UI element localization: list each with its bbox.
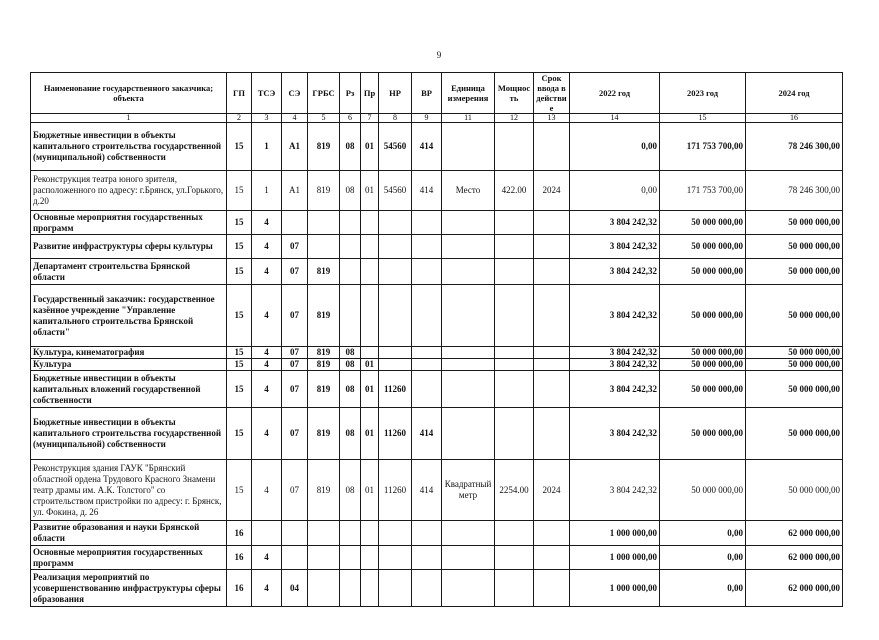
cell-commission-year xyxy=(534,235,570,259)
cell-rz: 08 xyxy=(340,460,361,521)
cell-amount-2022: 3 804 242,32 xyxy=(570,347,660,359)
cell-vr xyxy=(412,570,442,607)
column-number-amount-2023: 15 xyxy=(660,114,746,123)
cell-commission-year xyxy=(534,259,570,285)
cell-tse: 4 xyxy=(252,359,282,371)
cell-amount-2023: 50 000 000,00 xyxy=(660,211,746,235)
cell-amount-2022: 3 804 242,32 xyxy=(570,371,660,408)
cell-se: 07 xyxy=(282,235,308,259)
cell-nr xyxy=(379,359,412,371)
cell-pr xyxy=(361,211,379,235)
cell-gp: 15 xyxy=(227,259,252,285)
cell-capacity xyxy=(495,546,534,570)
cell-grbs: 819 xyxy=(308,123,340,171)
cell-se: 07 xyxy=(282,408,308,460)
cell-tse: 1 xyxy=(252,123,282,171)
cell-unit xyxy=(442,371,495,408)
cell-amount-2022: 0,00 xyxy=(570,171,660,211)
cell-vr xyxy=(412,259,442,285)
cell-commission-year xyxy=(534,347,570,359)
header-amount-2023: 2023 год xyxy=(660,73,746,114)
cell-name: Развитие образования и науки Брянской области xyxy=(31,521,227,546)
cell-amount-2024: 50 000 000,00 xyxy=(746,408,843,460)
column-number-commission-year: 13 xyxy=(534,114,570,123)
cell-gp: 15 xyxy=(227,123,252,171)
cell-amount-2023: 50 000 000,00 xyxy=(660,359,746,371)
cell-rz xyxy=(340,285,361,347)
cell-unit: Место xyxy=(442,171,495,211)
column-number-unit: 11 xyxy=(442,114,495,123)
cell-rz: 08 xyxy=(340,408,361,460)
cell-se xyxy=(282,546,308,570)
column-number-capacity: 12 xyxy=(495,114,534,123)
cell-name: Государственный заказчик: государственное казённое учреждение "Управление капитального строительства Брянской области" xyxy=(31,285,227,347)
cell-grbs: 819 xyxy=(308,171,340,211)
cell-amount-2022: 1 000 000,00 xyxy=(570,521,660,546)
cell-amount-2024: 50 000 000,00 xyxy=(746,359,843,371)
column-number-rz: 6 xyxy=(340,114,361,123)
header-capacity: Мощность xyxy=(495,73,534,114)
cell-gp: 15 xyxy=(227,371,252,408)
cell-amount-2022: 3 804 242,32 xyxy=(570,235,660,259)
cell-vr: 414 xyxy=(412,460,442,521)
table-row xyxy=(31,408,843,460)
cell-amount-2024: 62 000 000,00 xyxy=(746,546,843,570)
cell-amount-2022: 3 804 242,32 xyxy=(570,460,660,521)
cell-amount-2023: 50 000 000,00 xyxy=(660,408,746,460)
table-row xyxy=(31,285,843,347)
cell-gp: 15 xyxy=(227,211,252,235)
cell-vr xyxy=(412,546,442,570)
column-number-vr: 9 xyxy=(412,114,442,123)
cell-grbs: 819 xyxy=(308,408,340,460)
cell-vr xyxy=(412,235,442,259)
cell-commission-year xyxy=(534,211,570,235)
column-number-tse: 3 xyxy=(252,114,282,123)
cell-name: Культура, кинематография xyxy=(31,347,227,359)
cell-pr: 01 xyxy=(361,171,379,211)
cell-nr xyxy=(379,521,412,546)
cell-vr xyxy=(412,521,442,546)
cell-unit xyxy=(442,546,495,570)
cell-nr: 11260 xyxy=(379,408,412,460)
cell-pr xyxy=(361,347,379,359)
cell-capacity: 2254.00 xyxy=(495,460,534,521)
header-amount-2024: 2024 год xyxy=(746,73,843,114)
cell-pr: 01 xyxy=(361,408,379,460)
cell-vr xyxy=(412,211,442,235)
table-row xyxy=(31,171,843,211)
cell-amount-2022: 3 804 242,32 xyxy=(570,211,660,235)
cell-amount-2023: 0,00 xyxy=(660,570,746,607)
cell-se: 04 xyxy=(282,570,308,607)
cell-vr: 414 xyxy=(412,123,442,171)
cell-grbs xyxy=(308,546,340,570)
cell-grbs: 819 xyxy=(308,359,340,371)
cell-amount-2023: 171 753 700,00 xyxy=(660,171,746,211)
cell-tse: 4 xyxy=(252,235,282,259)
cell-grbs: 819 xyxy=(308,285,340,347)
header-commission-year: Срок ввода в действие xyxy=(534,73,570,114)
cell-rz xyxy=(340,521,361,546)
cell-unit xyxy=(442,359,495,371)
cell-name: Реконструкция здания ГАУК "Брянский областной ордена Трудового Красного Знамени театр драмы им. А.К. Толстого" со строительством пристройки по адресу: г. Брянск, ул. Фокина, д. 26 xyxy=(31,460,227,521)
cell-vr xyxy=(412,347,442,359)
cell-nr: 11260 xyxy=(379,460,412,521)
cell-vr: 414 xyxy=(412,171,442,211)
cell-se: 07 xyxy=(282,259,308,285)
cell-pr: 01 xyxy=(361,123,379,171)
cell-tse: 4 xyxy=(252,347,282,359)
cell-amount-2023: 0,00 xyxy=(660,521,746,546)
cell-unit xyxy=(442,235,495,259)
cell-rz xyxy=(340,211,361,235)
cell-name: Бюджетные инвестиции в объекты капитальных вложений государственной собственности xyxy=(31,371,227,408)
cell-pr xyxy=(361,570,379,607)
cell-se: 07 xyxy=(282,359,308,371)
budget-table xyxy=(30,72,843,607)
cell-rz xyxy=(340,259,361,285)
column-number-gp: 2 xyxy=(227,114,252,123)
cell-vr xyxy=(412,371,442,408)
cell-rz: 08 xyxy=(340,347,361,359)
table-row xyxy=(31,123,843,171)
header-gp: ГП xyxy=(227,73,252,114)
column-number-row xyxy=(31,114,843,123)
cell-tse: 4 xyxy=(252,570,282,607)
header-pr: Пр xyxy=(361,73,379,114)
cell-amount-2023: 50 000 000,00 xyxy=(660,285,746,347)
cell-grbs xyxy=(308,521,340,546)
cell-gp: 15 xyxy=(227,285,252,347)
cell-commission-year xyxy=(534,408,570,460)
cell-commission-year xyxy=(534,570,570,607)
cell-amount-2024: 50 000 000,00 xyxy=(746,259,843,285)
cell-amount-2023: 50 000 000,00 xyxy=(660,259,746,285)
cell-tse: 1 xyxy=(252,171,282,211)
column-number-amount-2024: 16 xyxy=(746,114,843,123)
cell-amount-2024: 50 000 000,00 xyxy=(746,285,843,347)
cell-commission-year xyxy=(534,546,570,570)
cell-amount-2022: 1 000 000,00 xyxy=(570,546,660,570)
cell-se: 07 xyxy=(282,285,308,347)
cell-capacity xyxy=(495,371,534,408)
cell-se: А1 xyxy=(282,171,308,211)
cell-pr xyxy=(361,259,379,285)
cell-nr xyxy=(379,259,412,285)
cell-grbs: 819 xyxy=(308,347,340,359)
cell-amount-2024: 78 246 300,00 xyxy=(746,171,843,211)
cell-tse: 4 xyxy=(252,211,282,235)
cell-pr xyxy=(361,546,379,570)
cell-amount-2024: 50 000 000,00 xyxy=(746,347,843,359)
cell-unit xyxy=(442,123,495,171)
cell-amount-2022: 3 804 242,32 xyxy=(570,285,660,347)
cell-tse: 4 xyxy=(252,546,282,570)
cell-name: Департамент строительства Брянской области xyxy=(31,259,227,285)
cell-amount-2023: 50 000 000,00 xyxy=(660,347,746,359)
cell-gp: 15 xyxy=(227,235,252,259)
cell-se xyxy=(282,521,308,546)
header-amount-2022: 2022 год xyxy=(570,73,660,114)
cell-se: 07 xyxy=(282,460,308,521)
cell-se: 07 xyxy=(282,371,308,408)
cell-rz: 08 xyxy=(340,371,361,408)
cell-tse xyxy=(252,521,282,546)
cell-nr: 54560 xyxy=(379,171,412,211)
cell-unit xyxy=(442,259,495,285)
cell-amount-2024: 50 000 000,00 xyxy=(746,371,843,408)
cell-vr xyxy=(412,285,442,347)
cell-unit xyxy=(442,408,495,460)
table-row xyxy=(31,235,843,259)
header-row xyxy=(31,73,843,114)
cell-unit xyxy=(442,347,495,359)
cell-amount-2024: 50 000 000,00 xyxy=(746,211,843,235)
cell-nr: 11260 xyxy=(379,371,412,408)
cell-amount-2024: 50 000 000,00 xyxy=(746,235,843,259)
column-number-nr: 8 xyxy=(379,114,412,123)
cell-capacity xyxy=(495,359,534,371)
cell-nr xyxy=(379,211,412,235)
cell-capacity xyxy=(495,285,534,347)
table-row xyxy=(31,359,843,371)
cell-unit xyxy=(442,570,495,607)
cell-name: Основные мероприятия государственных программ xyxy=(31,546,227,570)
cell-commission-year: 2024 xyxy=(534,460,570,521)
cell-amount-2022: 3 804 242,32 xyxy=(570,408,660,460)
cell-name: Культура xyxy=(31,359,227,371)
cell-unit: Квадратный метр xyxy=(442,460,495,521)
cell-capacity xyxy=(495,408,534,460)
cell-gp: 15 xyxy=(227,460,252,521)
header-grbs: ГРБС xyxy=(308,73,340,114)
cell-pr xyxy=(361,521,379,546)
cell-commission-year xyxy=(534,359,570,371)
cell-pr: 01 xyxy=(361,460,379,521)
header-unit: Единица измерения xyxy=(442,73,495,114)
cell-nr: 54560 xyxy=(379,123,412,171)
header-tse: ТСЭ xyxy=(252,73,282,114)
cell-capacity xyxy=(495,570,534,607)
cell-tse: 4 xyxy=(252,259,282,285)
cell-nr xyxy=(379,235,412,259)
cell-pr: 01 xyxy=(361,371,379,408)
cell-capacity xyxy=(495,347,534,359)
table-row xyxy=(31,259,843,285)
column-number-amount-2022: 14 xyxy=(570,114,660,123)
cell-rz xyxy=(340,570,361,607)
cell-grbs xyxy=(308,570,340,607)
table-row xyxy=(31,521,843,546)
cell-grbs: 819 xyxy=(308,371,340,408)
column-number-se: 4 xyxy=(282,114,308,123)
cell-capacity xyxy=(495,235,534,259)
cell-grbs: 819 xyxy=(308,259,340,285)
cell-unit xyxy=(442,521,495,546)
cell-name: Развитие инфраструктуры сферы культуры xyxy=(31,235,227,259)
cell-nr xyxy=(379,347,412,359)
cell-amount-2022: 0,00 xyxy=(570,123,660,171)
cell-capacity: 422.00 xyxy=(495,171,534,211)
cell-se: 07 xyxy=(282,347,308,359)
cell-se: А1 xyxy=(282,123,308,171)
cell-rz: 08 xyxy=(340,171,361,211)
cell-name: Бюджетные инвестиции в объекты капитального строительства государственной (муниципальной) собственности xyxy=(31,123,227,171)
cell-capacity xyxy=(495,521,534,546)
cell-gp: 16 xyxy=(227,546,252,570)
cell-tse: 4 xyxy=(252,285,282,347)
cell-unit xyxy=(442,211,495,235)
column-number-pr: 7 xyxy=(361,114,379,123)
table-row xyxy=(31,570,843,607)
cell-name: Основные мероприятия государственных программ xyxy=(31,211,227,235)
cell-amount-2022: 3 804 242,32 xyxy=(570,359,660,371)
table-row xyxy=(31,347,843,359)
cell-gp: 15 xyxy=(227,171,252,211)
cell-rz xyxy=(340,546,361,570)
column-number-grbs: 5 xyxy=(308,114,340,123)
cell-amount-2024: 78 246 300,00 xyxy=(746,123,843,171)
cell-gp: 16 xyxy=(227,521,252,546)
cell-commission-year xyxy=(534,521,570,546)
cell-commission-year: 2024 xyxy=(534,171,570,211)
cell-name: Реализация мероприятий по усовершенствованию инфраструктуры сферы образования xyxy=(31,570,227,607)
header-se: СЭ xyxy=(282,73,308,114)
cell-grbs: 819 xyxy=(308,460,340,521)
cell-capacity xyxy=(495,259,534,285)
page-number: 9 xyxy=(436,50,442,60)
cell-commission-year xyxy=(534,285,570,347)
table-row xyxy=(31,546,843,570)
cell-amount-2023: 50 000 000,00 xyxy=(660,235,746,259)
header-rz: Рз xyxy=(340,73,361,114)
cell-amount-2023: 0,00 xyxy=(660,546,746,570)
cell-capacity xyxy=(495,211,534,235)
cell-grbs xyxy=(308,211,340,235)
cell-tse: 4 xyxy=(252,460,282,521)
cell-name: Реконструкция театра юного зрителя, расположенного по адресу: г.Брянск, ул.Горького, д.20 xyxy=(31,171,227,211)
cell-pr xyxy=(361,235,379,259)
cell-amount-2023: 171 753 700,00 xyxy=(660,123,746,171)
cell-commission-year xyxy=(534,123,570,171)
cell-gp: 15 xyxy=(227,359,252,371)
cell-rz: 08 xyxy=(340,359,361,371)
cell-nr xyxy=(379,570,412,607)
cell-capacity xyxy=(495,123,534,171)
cell-rz: 08 xyxy=(340,123,361,171)
table-row xyxy=(31,211,843,235)
cell-amount-2023: 50 000 000,00 xyxy=(660,460,746,521)
header-name: Наименование государственного заказчика; объекта xyxy=(31,73,227,114)
cell-name: Бюджетные инвестиции в объекты капитального строительства государственной (муниципальной) собственности xyxy=(31,408,227,460)
cell-gp: 15 xyxy=(227,347,252,359)
cell-pr xyxy=(361,285,379,347)
cell-nr xyxy=(379,285,412,347)
cell-vr xyxy=(412,359,442,371)
cell-amount-2022: 3 804 242,32 xyxy=(570,259,660,285)
cell-unit xyxy=(442,285,495,347)
cell-vr: 414 xyxy=(412,408,442,460)
header-nr: НР xyxy=(379,73,412,114)
cell-commission-year xyxy=(534,371,570,408)
column-number-name: 1 xyxy=(31,114,227,123)
cell-amount-2023: 50 000 000,00 xyxy=(660,371,746,408)
table-row xyxy=(31,460,843,521)
cell-amount-2024: 62 000 000,00 xyxy=(746,570,843,607)
cell-pr: 01 xyxy=(361,359,379,371)
cell-amount-2022: 1 000 000,00 xyxy=(570,570,660,607)
cell-tse: 4 xyxy=(252,408,282,460)
cell-nr xyxy=(379,546,412,570)
cell-rz xyxy=(340,235,361,259)
cell-tse: 4 xyxy=(252,371,282,408)
header-vr: ВР xyxy=(412,73,442,114)
cell-gp: 16 xyxy=(227,570,252,607)
cell-grbs xyxy=(308,235,340,259)
cell-gp: 15 xyxy=(227,408,252,460)
table-row xyxy=(31,371,843,408)
cell-amount-2024: 62 000 000,00 xyxy=(746,521,843,546)
cell-se xyxy=(282,211,308,235)
cell-amount-2024: 50 000 000,00 xyxy=(746,460,843,521)
